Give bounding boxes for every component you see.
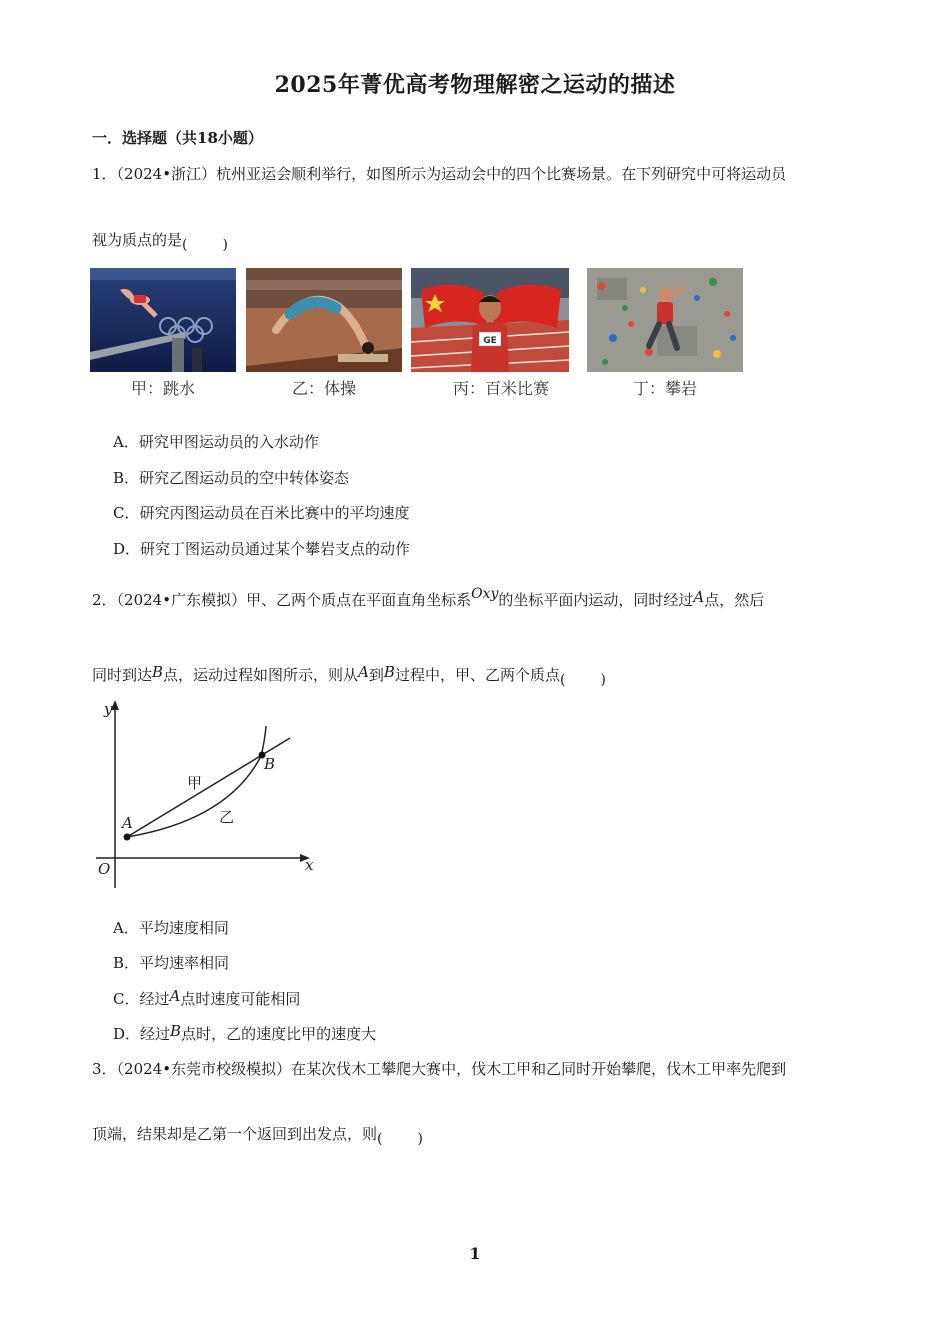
q3-line2: 顶端，结果却是乙第一个返回到出发点，则 ( ) [92,1125,424,1147]
q2-option-b[interactable]: B．平均速率相同 [113,954,230,972]
caption-climbing: 丁：攀岩 [632,379,697,398]
q2-option-d[interactable]: D．经过B点时，乙的速度比甲的速度大 [113,1022,377,1043]
point-a-label: A [122,814,133,832]
photo-gymnastics [246,268,402,372]
x-label: x [305,856,314,874]
point-b-label: B [264,755,276,773]
page-title: 2025年菁优高考物理解密之运动的描述 [274,72,676,98]
motion-diagram [88,696,328,892]
q2-option-c[interactable]: C．经过A点时速度可能相同 [113,987,301,1008]
q1-option-a[interactable]: A．研究甲图运动员的入水动作 [113,433,319,451]
q1-line1: 1．（2024•浙江）杭州亚运会顺利举行，如图所示为运动会中的四个比赛场景。在下列研究中可将运动员 [92,165,787,183]
point-a [124,834,131,841]
q1-option-d[interactable]: D．研究丁图运动员通过某个攀岩支点的动作 [113,540,411,558]
page-number: 1 [469,1244,481,1263]
y-label: y [104,700,113,718]
q1-line2: 视为质点的是 ( ) [92,231,229,253]
q2-line2: 同时到达B点，运动过程如图所示，则从A到B过程中，甲、乙两个质点 ( ) [92,663,606,688]
q2-line1: 2．（2024•广东模拟）甲、乙两个质点在平面直角坐标系Oxy的坐标平面内运动，同时经过A点，然后 [92,586,765,609]
q2-option-a[interactable]: A．平均速度相同 [113,919,229,937]
label-jia: 甲 [187,774,203,792]
q1-option-c[interactable]: C．研究丙图运动员在百米比赛中的平均速度 [113,504,410,522]
caption-diving: 甲：跳水 [130,379,195,398]
label-yi: 乙 [219,808,235,826]
photo-diving [90,268,236,372]
path-jia [127,738,290,837]
q1-line2-text: 视为质点的是 [92,231,183,249]
origin-label: O [98,860,111,878]
caption-gymnastics: 乙：体操 [291,379,356,398]
caption-sprint: 丙：百米比赛 [452,379,549,398]
section-heading: 一．选择题（共18小题） [92,129,263,147]
q1-option-b[interactable]: B．研究乙图运动员的空中转体姿态 [113,469,350,487]
photo-climbing [587,268,743,372]
coord-system: Oxy [471,586,499,602]
q3-line1: 3．（2024•东莞市校级模拟）在某次伐木工攀爬大赛中，伐木工甲和乙同时开始攀爬，伐木工甲率先爬到 [92,1060,787,1078]
bib-label: GE [483,336,497,346]
photo-sprint [411,268,569,372]
